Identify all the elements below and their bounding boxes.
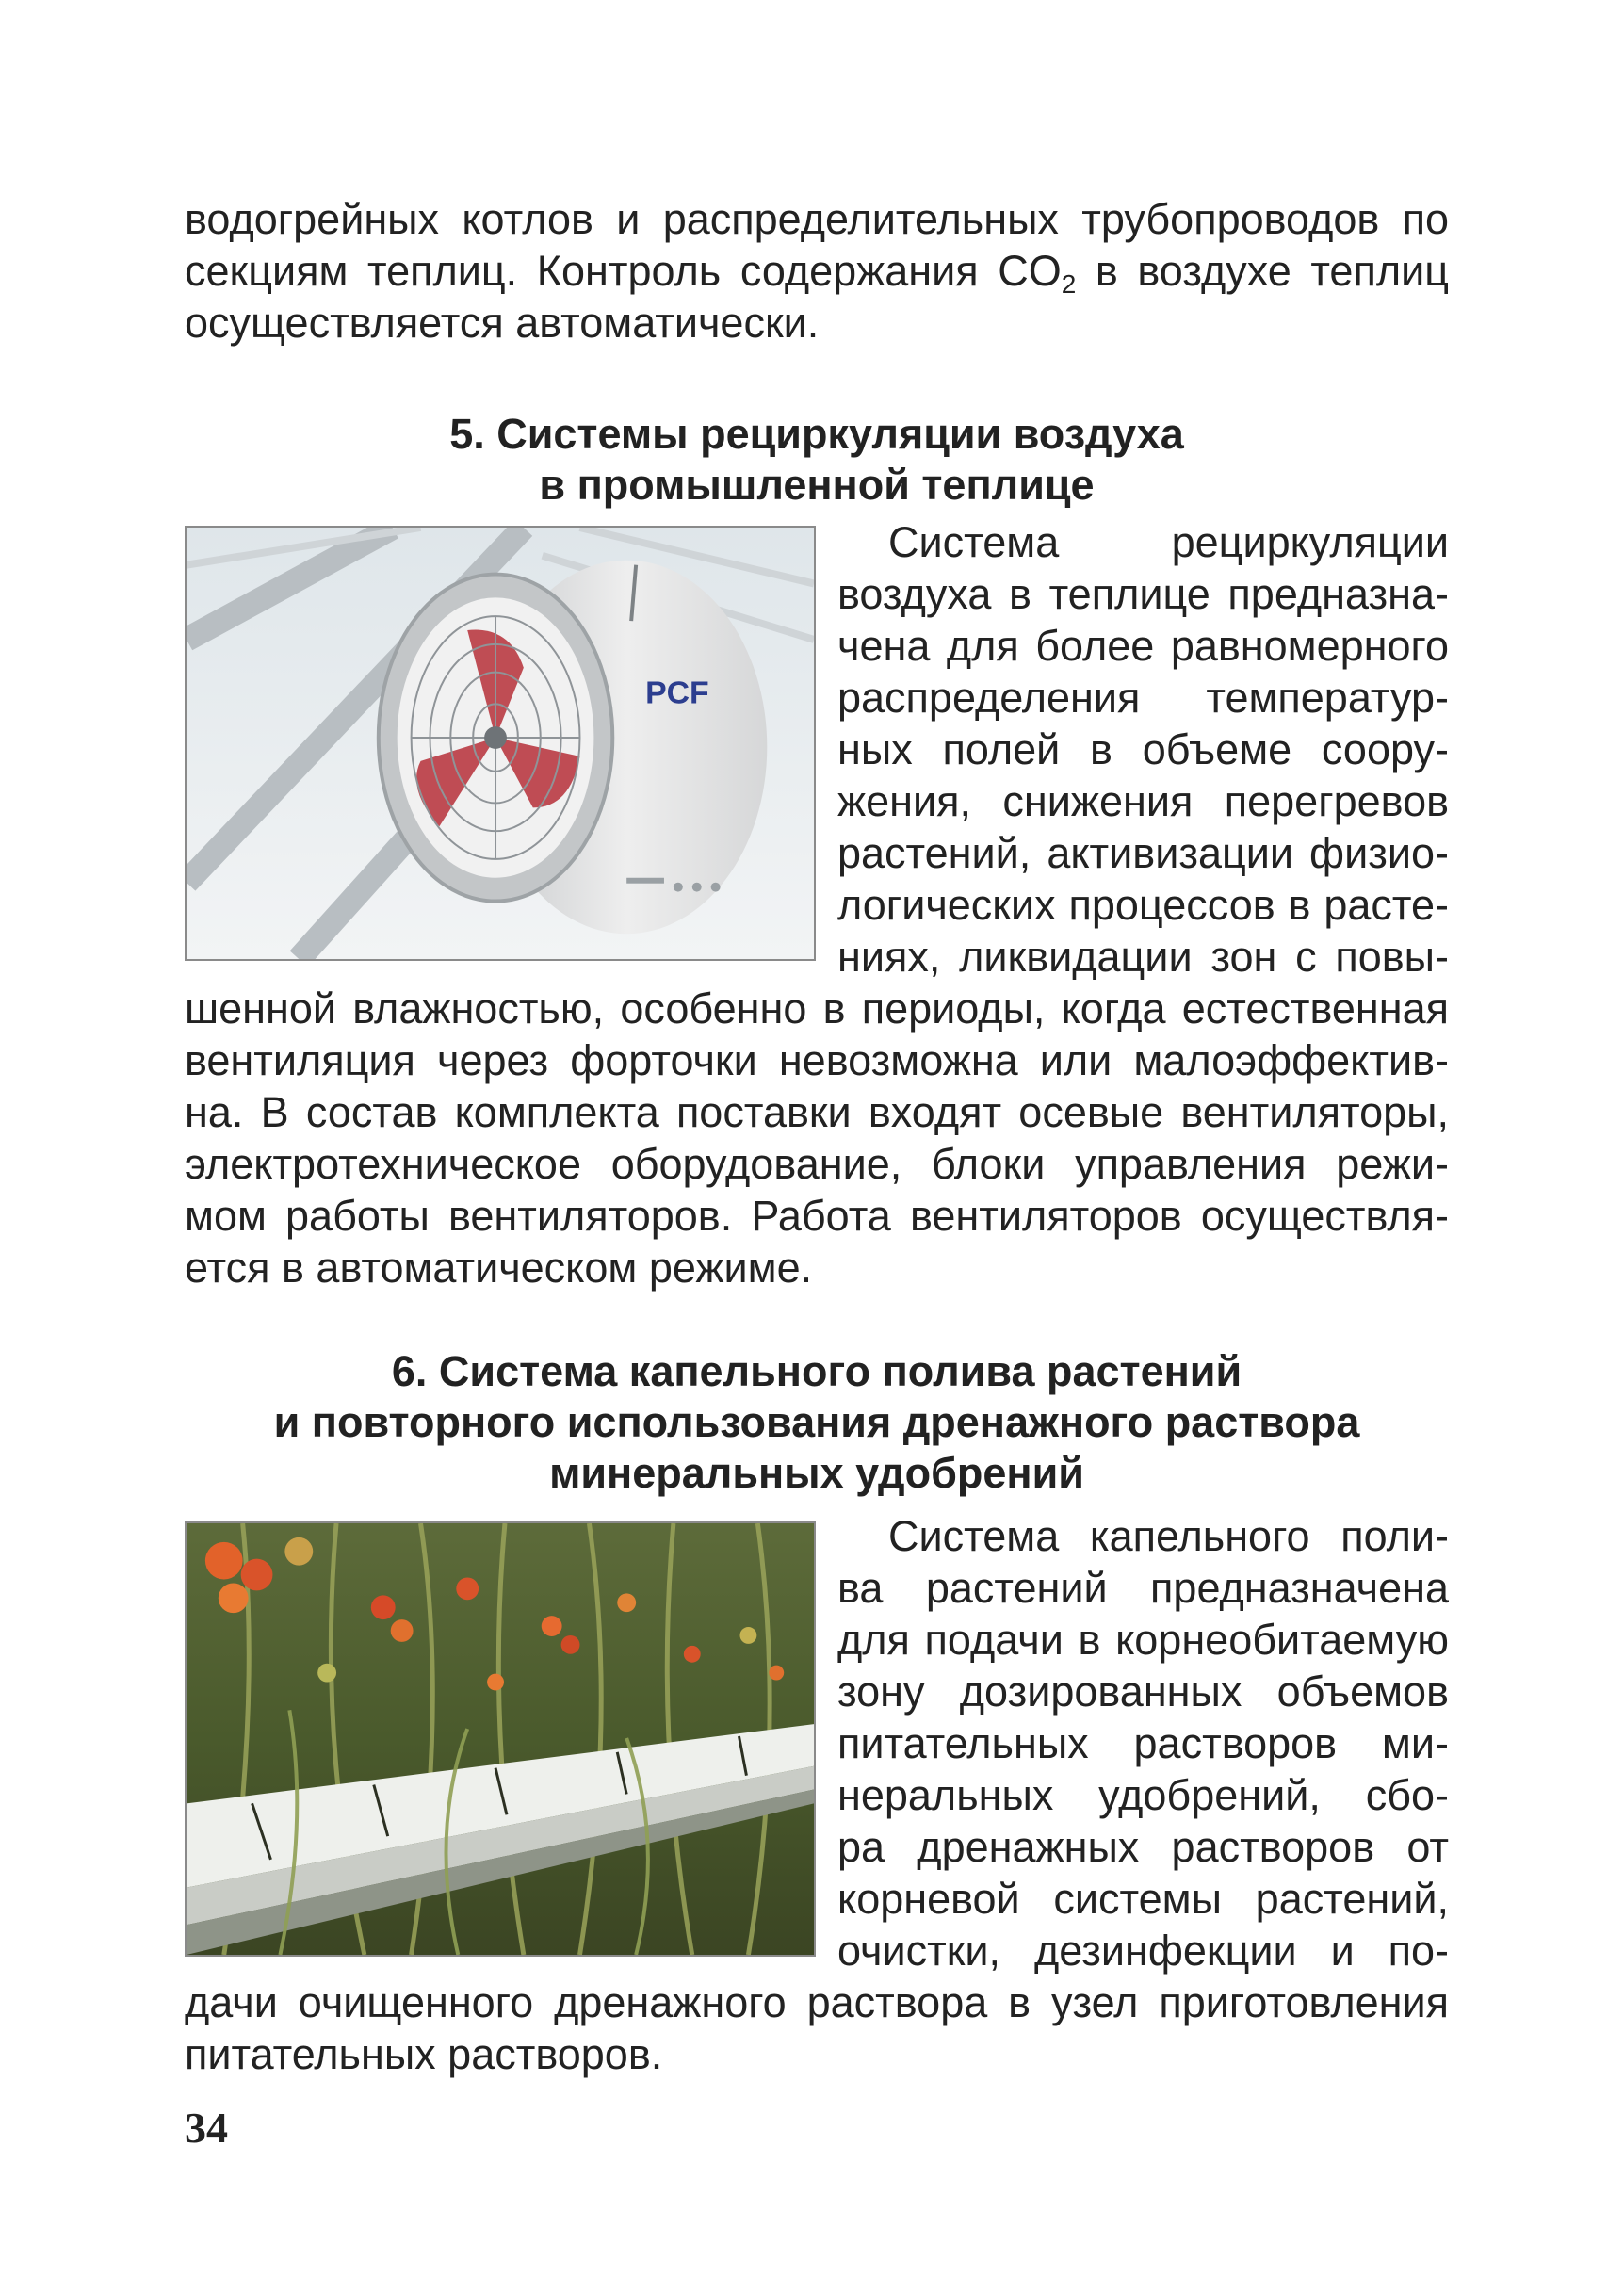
section-6-full-line: дачи очищенного дренажного раствора в узел приготовления <box>185 1978 1449 2026</box>
fan-housing <box>379 561 768 935</box>
section-6-wrap-line: для подачи в корнеобитаемую <box>837 1616 1449 1664</box>
section-6-heading <box>185 1346 1449 1499</box>
intro-line-2-text: секциям теплиц. Контроль содержания CO <box>185 247 1062 295</box>
section-5-wrap-line: распределения температур- <box>837 674 1449 722</box>
section-6-wrap-line: ва растений предназначена <box>837 1564 1449 1612</box>
section-6-heading-line-1: 6. Система капельного полива растений <box>391 1347 1242 1395</box>
fan-brand-label: PCF <box>645 675 709 711</box>
intro-line-2 <box>185 245 1449 297</box>
section-5-wrap-line: ных полей в объеме соору- <box>837 725 1449 773</box>
section-6-full-line: питательных растворов. <box>185 2030 663 2078</box>
section-5-wrap-line: логических процессов в расте- <box>837 881 1449 929</box>
section-5-wrap-text <box>837 516 1449 983</box>
section-5-full-line: на. В состав комплекта поставки входят осевые вентиляторы, <box>185 1088 1449 1136</box>
section-5-full-line: шенной влажностью, особенно в периоды, когда естественная <box>185 984 1449 1033</box>
section-6-wrap-line: неральных удобрений, сбо- <box>837 1771 1449 1819</box>
section-5-wrap-line: жения, снижения перегревов <box>837 777 1449 825</box>
section-5-full-text <box>185 983 1449 1293</box>
intro-line-1: водогрейных котлов и распределительных трубопроводов по <box>185 195 1449 243</box>
page-number: 34 <box>185 2104 228 2152</box>
section-6-wrap-line: корневой системы растений, <box>837 1875 1449 1923</box>
section-5-heading-line-2: в промышленной теплице <box>539 461 1095 509</box>
intro-line-2-tail: в воздухе теплиц <box>1076 247 1449 295</box>
section-5-wrap-line: воздуха в теплице предназна- <box>837 570 1449 618</box>
section-6-heading-line-2: и повторного использования дренажного раствора <box>273 1398 1360 1446</box>
section-5-full-line: ется в автоматическом режиме. <box>185 1244 813 1292</box>
section-5-full-line: мом работы вентиляторов. Работа вентиляторов осуществля- <box>185 1192 1449 1240</box>
section-6-wrap-line: Система капельного поли- <box>888 1512 1449 1560</box>
fan-photo <box>185 526 816 961</box>
tomato-illustration <box>187 1523 814 1955</box>
co2-subscript: 2 <box>1061 269 1077 299</box>
section-6-full-text <box>185 1976 1449 2080</box>
section-6-wrap-line: питательных растворов ми- <box>837 1719 1449 1767</box>
section-5-wrap-line: Система рециркуляции <box>888 518 1449 566</box>
section-6-wrap-text <box>837 1510 1449 1976</box>
intro-paragraph <box>185 193 1449 349</box>
section-5-full-line: вентиляция через форточки невозможна или малоэффектив- <box>185 1036 1449 1084</box>
section-6-wrap-line: очистки, дезинфекции и по- <box>837 1927 1449 1975</box>
tomato-drip-irrigation-photo <box>185 1521 816 1957</box>
section-5-wrap-line: чена для более равномерного <box>837 622 1449 670</box>
section-6-heading-line-3: минеральных удобрений <box>549 1449 1084 1497</box>
section-5-wrap-line: растений, активизации физио- <box>837 829 1449 877</box>
intro-line-3: осуществляется автоматически. <box>185 299 820 347</box>
section-5-heading-line-1: 5. Системы рециркуляции воздуха <box>449 410 1184 458</box>
fan-illustration <box>187 528 814 959</box>
section-5-full-line: электротехническое оборудование, блоки управления режи- <box>185 1140 1449 1188</box>
section-6-wrap-line: ра дренажных растворов от <box>837 1823 1449 1871</box>
section-6-wrap-line: зону дозированных объемов <box>837 1667 1449 1716</box>
section-5-heading <box>185 409 1449 511</box>
section-5-wrap-line: ниях, ликвидации зон с повы- <box>837 933 1449 981</box>
